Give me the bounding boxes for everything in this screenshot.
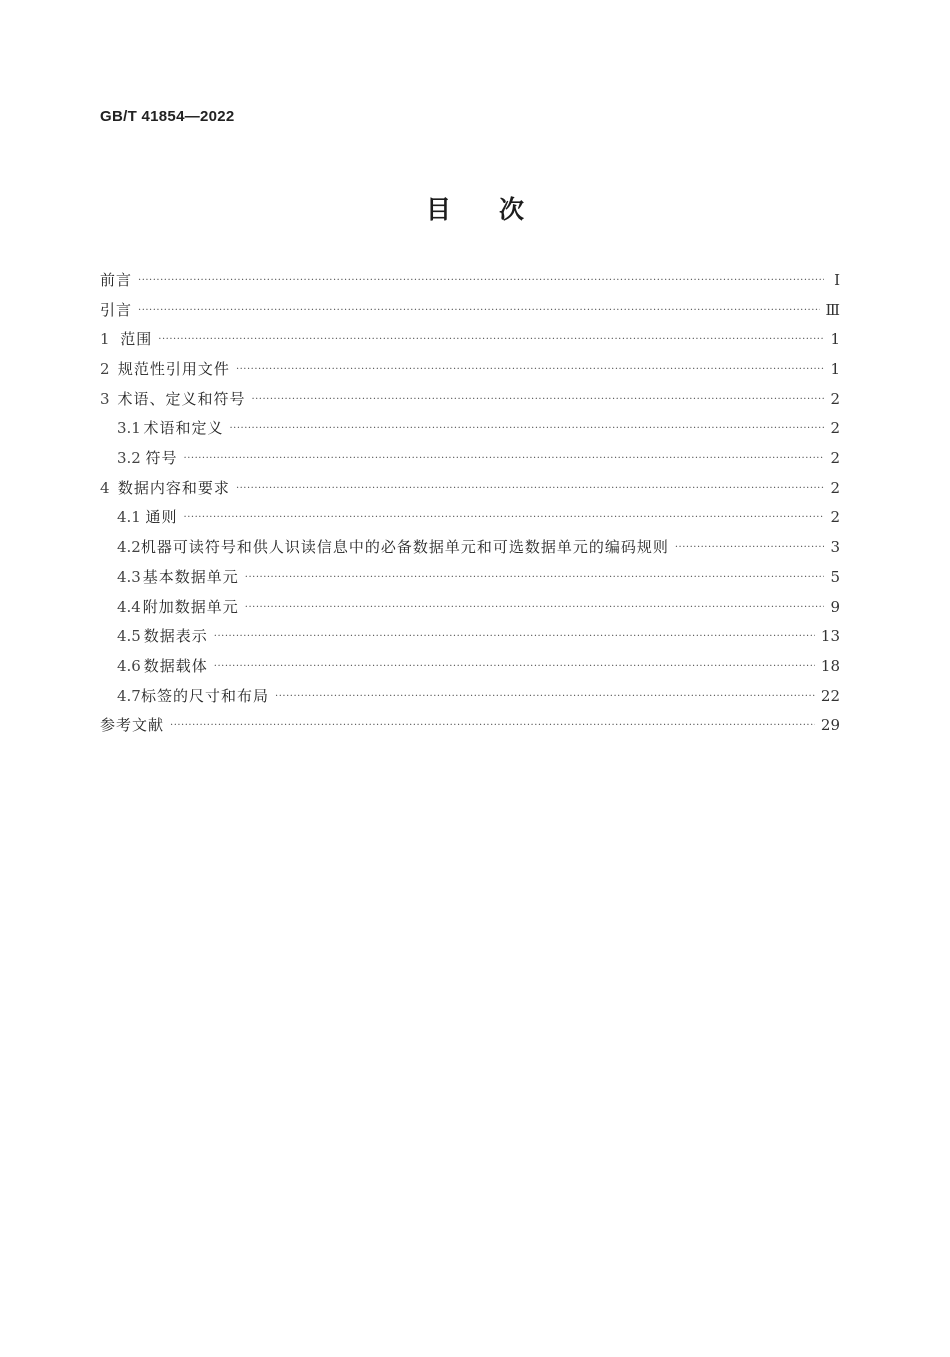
toc-entry-label: 数据表示 <box>143 627 208 646</box>
toc-entry-label: 附加数据单元 <box>142 597 239 616</box>
dot-leader <box>236 474 824 504</box>
toc-entry-label: 数据内容和要求 <box>117 478 230 497</box>
toc-entry-number: 2 <box>100 360 110 379</box>
dot-leader <box>184 444 824 474</box>
toc-entry-page: 3 <box>830 538 840 557</box>
toc-entry-number: 4.1 <box>117 508 141 527</box>
dot-leader <box>158 325 824 355</box>
toc-entry-number: 4.3 <box>117 567 141 586</box>
toc-entry-page: 2 <box>830 389 840 408</box>
toc-entry-additional-data-units[interactable] <box>100 593 840 623</box>
toc-entry-label: 术语、定义和符号 <box>117 389 246 408</box>
toc-entry-page: 9 <box>830 597 840 616</box>
toc-entry-page: 1 <box>830 330 840 349</box>
toc-entry-general[interactable] <box>100 504 840 534</box>
toc-entry-label: 通则 <box>145 508 178 527</box>
toc-entry-number: 3.2 <box>117 449 141 468</box>
dot-leader <box>138 266 824 296</box>
document-code: GB/T 41854—2022 <box>100 108 235 125</box>
toc-entry-number: 3 <box>100 389 110 408</box>
toc-entry-label: 机器可读符号和供人识读信息中的必备数据单元和可选数据单元的编码规则 <box>140 538 669 557</box>
toc-entry-label: 引言 <box>100 300 133 319</box>
toc-entry-label: 基本数据单元 <box>142 567 239 586</box>
toc-entry-page: 18 <box>820 656 840 675</box>
toc-entry-normative-references[interactable] <box>100 355 840 385</box>
toc-entry-number: 4.6 <box>117 656 141 675</box>
toc-entry-number: 3.1 <box>117 419 141 438</box>
toc-entry-label: 数据载体 <box>143 656 208 675</box>
toc-entry-page: 5 <box>830 567 840 586</box>
toc-entry-page: 22 <box>820 686 840 705</box>
toc-entry-label: 前言 <box>100 270 133 289</box>
toc-entry-number: 4.2 <box>117 538 141 557</box>
toc-entry-page: 2 <box>830 508 840 527</box>
toc-entry-label: 规范性引用文件 <box>117 360 230 379</box>
toc-entry-page: 29 <box>820 716 840 735</box>
toc-entry-number: 4 <box>100 478 110 497</box>
toc-entry-page: 2 <box>830 419 840 438</box>
toc-entry-scope[interactable] <box>100 325 840 355</box>
dot-leader <box>675 533 824 563</box>
toc-entry-label: 参考文献 <box>100 716 165 735</box>
dot-leader <box>138 296 820 326</box>
dot-leader <box>170 711 815 741</box>
dot-leader <box>214 652 815 682</box>
toc-entry-basic-data-units[interactable] <box>100 563 840 593</box>
toc-title: 目次 <box>425 195 572 224</box>
toc-entry-page: Ⅰ <box>834 270 840 289</box>
toc-entry-number: 1 <box>100 330 110 349</box>
dot-leader <box>251 385 824 415</box>
dot-leader <box>245 593 824 623</box>
toc-entry-label-size-layout[interactable] <box>100 682 840 712</box>
dot-leader <box>229 414 824 444</box>
dot-leader <box>184 503 824 533</box>
toc-entry-terms-definitions-symbols[interactable] <box>100 385 840 415</box>
toc-entry-number: 4.5 <box>117 627 141 646</box>
toc-entry-label: 标签的尺寸和布局 <box>141 686 270 705</box>
toc-entry-page: 13 <box>820 627 840 646</box>
toc-entry-page: Ⅲ <box>825 300 840 319</box>
table-of-contents <box>100 266 840 741</box>
toc-entry-data-content-requirements[interactable] <box>100 474 840 504</box>
toc-entry-introduction[interactable] <box>100 296 840 326</box>
toc-entry-terms-definitions[interactable] <box>100 414 840 444</box>
toc-entry-bibliography[interactable] <box>100 711 840 741</box>
toc-entry-encoding-rules[interactable] <box>100 533 840 563</box>
toc-entry-label: 术语和定义 <box>143 419 224 438</box>
toc-entry-data-representation[interactable] <box>100 622 840 652</box>
dot-leader <box>275 682 815 712</box>
toc-entry-label: 范围 <box>120 330 153 349</box>
dot-leader <box>245 563 824 593</box>
toc-entry-foreword[interactable] <box>100 266 840 296</box>
toc-entry-data-carrier[interactable] <box>100 652 840 682</box>
toc-entry-label: 符号 <box>145 449 178 468</box>
toc-entry-page: 2 <box>830 478 840 497</box>
dot-leader <box>236 355 824 385</box>
toc-entry-number: 4.4 <box>117 597 141 616</box>
toc-entry-symbols[interactable] <box>100 444 840 474</box>
toc-entry-number: 4.7 <box>117 686 141 705</box>
toc-entry-page: 2 <box>830 449 840 468</box>
toc-entry-page: 1 <box>830 360 840 379</box>
dot-leader <box>214 622 815 652</box>
